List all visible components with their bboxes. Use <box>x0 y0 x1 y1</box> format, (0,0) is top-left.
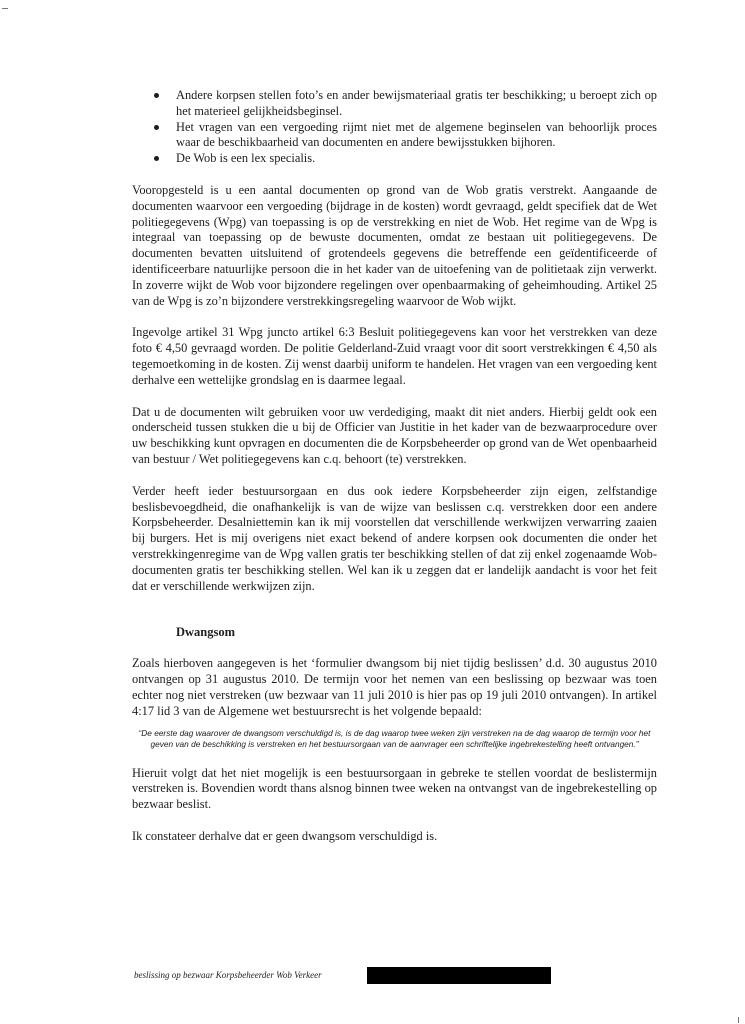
paragraph-conclusion-reason: Hieruit volgt dat het niet mogelijk is een bestuursorgaan in gebreke te stellen voordat de beslistermijn verstreken is. Bovendien wordt thans alsnog binnen twee weken na ontvangst van de ingebrekestelling op bezwaar beslist. <box>132 765 657 812</box>
paragraph-dwangsom-form: Zoals hierboven aangegeven is het ‘formulier dwangsom bij niet tijdig beslissen’ d.d. 30 augustus 2010 ontvangen op 31 augustus 2010. De termijn voor het nemen van een beslissing op bezwaar was toen echter nog niet verstreken (uw bezwaar van 11 juli 2010 is hier pas op 19 juli 2010 ontvangen). In artikel 4:17 lid 3 van de Algemene wet bestuursrecht is het volgende bepaald: <box>132 656 657 718</box>
paragraph-corps-autonomy: Verder heeft ieder bestuursorgaan en dus ook iedere Korpsbeheerder zijn eigen, zelfstandige beslisbevoegdheid, die onafhankelijk is van de wijze van beslissen c.q. verstrekken door een andere Korpsbeheerder. Desalniettemin kan ik mij voorstellen dat verschillende werkwijzen verwarring zaaien bij burgers. Het is mij overigens niet exact bekend of andere korpsen ook documenten die onder het verstrekkingenregime van de Wpg vallen gratis ter beschikking stellen of dat zij enkel zogenaamde Wob-documenten gratis ter beschikking stellen. Wel kan ik u zeggen dat er landelijk aandacht is voor het feit dat er verschillende werkwijzen zijn. <box>132 483 657 593</box>
paragraph-fee-basis: Ingevolge artikel 31 Wpg juncto artikel 6:3 Besluit politiegegevens kan voor het verstrekken van deze foto € 4,50 gevraagd worden. De politie Gelderland-Zuid vraagt voor dit soort verstrekkingen € 4,50 als tegemoetkoming in de kosten. Zij wenst daarbij uniform te handelen. Het vragen van een vergoeding kent derhalve een wettelijke grondslag en is daarmee legaal. <box>132 325 657 387</box>
footer-label: beslissing op bezwaar Korpsbeheerder Wob Verkeer <box>134 970 322 980</box>
paragraph-conclusion: Ik constateer derhalve dat er geen dwangsom verschuldigd is. <box>132 828 438 843</box>
bullet-icon <box>154 156 159 161</box>
bullet-item: De Wob is een lex specialis. <box>132 151 657 167</box>
letter-body <box>132 88 657 845</box>
bullet-item: Andere korpsen stellen foto’s en ander bewijsmateriaal gratis ter beschikking; u beroept zich op het materieel gelijkheidsbeginsel. <box>132 88 657 120</box>
bullet-icon <box>154 125 159 130</box>
scan-artifact <box>738 1017 739 1023</box>
bullet-item: Het vragen van een vergoeding rijmt niet met de algemene beginselen van behoorlijk proces waar de beschikbaarheid van documenten en andere bewijsstukken bijhoren. <box>132 120 657 152</box>
scan-artifact <box>2 8 8 9</box>
section-heading-dwangsom: Dwangsom <box>176 625 236 640</box>
page-footer <box>134 967 554 985</box>
bullet-list <box>132 88 657 167</box>
bullet-icon <box>154 93 159 98</box>
paragraph-defence-use: Dat u de documenten wilt gebruiken voor uw verdediging, maakt dit niet anders. Hierbij geldt ook een onderscheid tussen stukken die u bij de Officier van Justitie in het kader van de bezwaarprocedure over uw beschikking kunt opvragen en documenten die de Korpsbeheerder op grond van de Wet openbaarheid van bestuur / Wet politiegegevens kan c.q. behoort (te) verstrekken. <box>132 404 657 466</box>
paragraph-wpg-regime: Vooropgesteld is u een aantal documenten op grond van de Wob gratis verstrekt. Aangaande de documenten waarvoor een vergoeding (bijdrage in de kosten) wordt gevraagd, geldt specifiek dat de Wet politiegegevens (Wpg) van toepassing is op de verstrekking en niet de Wob. Het regime van de Wpg is integraal van toepassing op de bewuste documenten, omdat ze bestaan uit politiegegevens. De documenten bevatten uitsluitend of grotendeels gegevens die betreffende een geïdentificeerde of identificeerbare natuurlijke persoon die in het kader van de uitoefening van de politietaak zijn verwerkt. In zoverre wijkt de Wob voor bijzondere regelingen over openbaarmaking of geheimhouding. Artikel 25 van de Wpg is zo’n bijzondere verstrekkingsregeling waarvoor de Wob wijkt. <box>132 182 657 308</box>
redaction-bar <box>367 967 551 984</box>
legal-quote: “De eerste dag waarover de dwangsom verschuldigd is, is de dag waarop twee weken zijn verstreken na de dag waarop de termijn voor het geven van de beschikking is verstreken en het bestuursorgaan van de aanvrager een schriftelijke ingebrekestelling heeft ontvangen.” <box>138 727 651 749</box>
